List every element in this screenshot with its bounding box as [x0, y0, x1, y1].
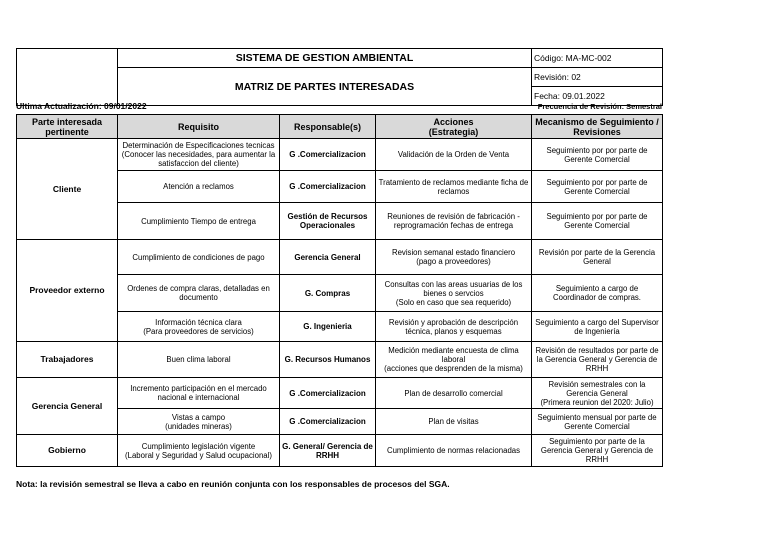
mecanismo-cell: Seguimiento por parte de la Gerencia General y Gerencia de RRHH — [532, 435, 663, 467]
accion-cell: Consultas con las areas usuarias de los bienes o servcios (Solo en caso que sea requerido) — [376, 275, 532, 312]
mecanismo-cell: Seguimiento a cargo de Coordinador de compras. — [532, 275, 663, 312]
document-code: Código: MA-MC-002 — [532, 49, 663, 68]
document-header — [16, 48, 663, 106]
accion-cell: Revision semanal estado financiero (pago a proveedores) — [376, 240, 532, 275]
party-cell: Cliente — [17, 139, 118, 240]
mecanismo-cell: Revisión semestrales con la Gerencia General (Primera reunion del 2020: Julio) — [532, 378, 663, 409]
accion-cell: Tratamiento de reclamos mediante ficha de reclamos — [376, 171, 532, 203]
responsable-cell: Gestión de Recursos Operacionales — [280, 203, 376, 240]
responsable-cell: G. Recursos Humanos — [280, 342, 376, 378]
column-header: Responsable(s) — [280, 115, 376, 139]
responsable-cell: G. Ingenieria — [280, 312, 376, 342]
responsable-cell: Gerencia General — [280, 240, 376, 275]
table-row — [17, 378, 663, 409]
mecanismo-cell: Seguimiento a cargo del Supervisor de Ingeniería — [532, 312, 663, 342]
table-row — [17, 342, 663, 378]
responsable-cell: G .Comercializacion — [280, 171, 376, 203]
accion-cell: Reuniones de revisión de fabricación - reprogramación fechas de entrega — [376, 203, 532, 240]
requisito-cell: Cumplimiento Tiempo de entrega — [118, 203, 280, 240]
requisito-cell: Buen clima laboral — [118, 342, 280, 378]
requisito-cell: Ordenes de compra claras, detalladas en documento — [118, 275, 280, 312]
table-header-row — [17, 115, 663, 139]
review-frequency: Frecuencia de Revisión: Semestral — [537, 102, 662, 111]
party-cell: Gerencia General — [17, 378, 118, 435]
document-date: Fecha: 09.01.2022 — [532, 87, 663, 106]
last-update: Ultima Actualización: 09/01/2022 — [16, 101, 147, 111]
requisito-cell: Determinación de Especificaciones tecnicas (Conocer las necesidades, para aumentar la satisfaccion del cliente) — [118, 139, 280, 171]
responsable-cell: G. Compras — [280, 275, 376, 312]
document-title: MATRIZ DE PARTES INTERESADAS — [118, 68, 532, 106]
accion-cell: Plan de visitas — [376, 409, 532, 435]
table-row — [17, 139, 663, 171]
table-row — [17, 435, 663, 467]
column-header: Parte interesada pertinente — [17, 115, 118, 139]
update-info-row — [16, 100, 662, 114]
requisito-cell: Información técnica clara (Para proveedores de servicios) — [118, 312, 280, 342]
requisito-cell: Vistas a campo (unidades mineras) — [118, 409, 280, 435]
mecanismo-cell: Seguimiento mensual por parte de Gerente Comercial — [532, 409, 663, 435]
party-cell: Gobierno — [17, 435, 118, 467]
responsable-cell: G .Comercializacion — [280, 409, 376, 435]
table-row — [17, 240, 663, 275]
column-header: Acciones (Estrategia) — [376, 115, 532, 139]
responsable-cell: G. General/ Gerencia de RRHH — [280, 435, 376, 467]
system-title: SISTEMA DE GESTION AMBIENTAL — [118, 49, 532, 68]
accion-cell: Medición mediante encuesta de clima laboral (acciones que desprenden de la misma) — [376, 342, 532, 378]
requisito-cell: Atención a reclamos — [118, 171, 280, 203]
stakeholder-matrix — [16, 114, 663, 467]
accion-cell: Validación de la Orden de Venta — [376, 139, 532, 171]
column-header: Mecanismo de Seguimiento / Revisiones — [532, 115, 663, 139]
requisito-cell: Cumplimiento de condiciones de pago — [118, 240, 280, 275]
mecanismo-cell: Revisión por parte de la Gerencia General — [532, 240, 663, 275]
mecanismo-cell: Seguimiento por por parte de Gerente Comercial — [532, 171, 663, 203]
party-cell: Trabajadores — [17, 342, 118, 378]
requisito-cell: Incremento participación en el mercado nacional e internacional — [118, 378, 280, 409]
logo-area — [17, 49, 118, 106]
mecanismo-cell: Revisión de resultados por parte de la Gerencia General y Gerencia de RRHH — [532, 342, 663, 378]
requisito-cell: Cumplimiento legislación vigente (Laboral y Seguridad y Salud ocupacional) — [118, 435, 280, 467]
column-header: Requisito — [118, 115, 280, 139]
mecanismo-cell: Seguimiento por por parte de Gerente Comercial — [532, 139, 663, 171]
accion-cell: Plan de desarrollo comercial — [376, 378, 532, 409]
responsable-cell: G .Comercializacion — [280, 378, 376, 409]
footnote: Nota: la revisión semestral se lleva a cabo en reunión conjunta con los responsables de procesos del SGA. — [16, 479, 450, 489]
party-cell: Proveedor externo — [17, 240, 118, 342]
accion-cell: Revisión y aprobación de descripción técnica, planos y esquemas — [376, 312, 532, 342]
mecanismo-cell: Seguimiento por por parte de Gerente Comercial — [532, 203, 663, 240]
accion-cell: Cumplimiento de normas relacionadas — [376, 435, 532, 467]
responsable-cell: G .Comercializacion — [280, 139, 376, 171]
document-revision: Revisión: 02 — [532, 68, 663, 87]
